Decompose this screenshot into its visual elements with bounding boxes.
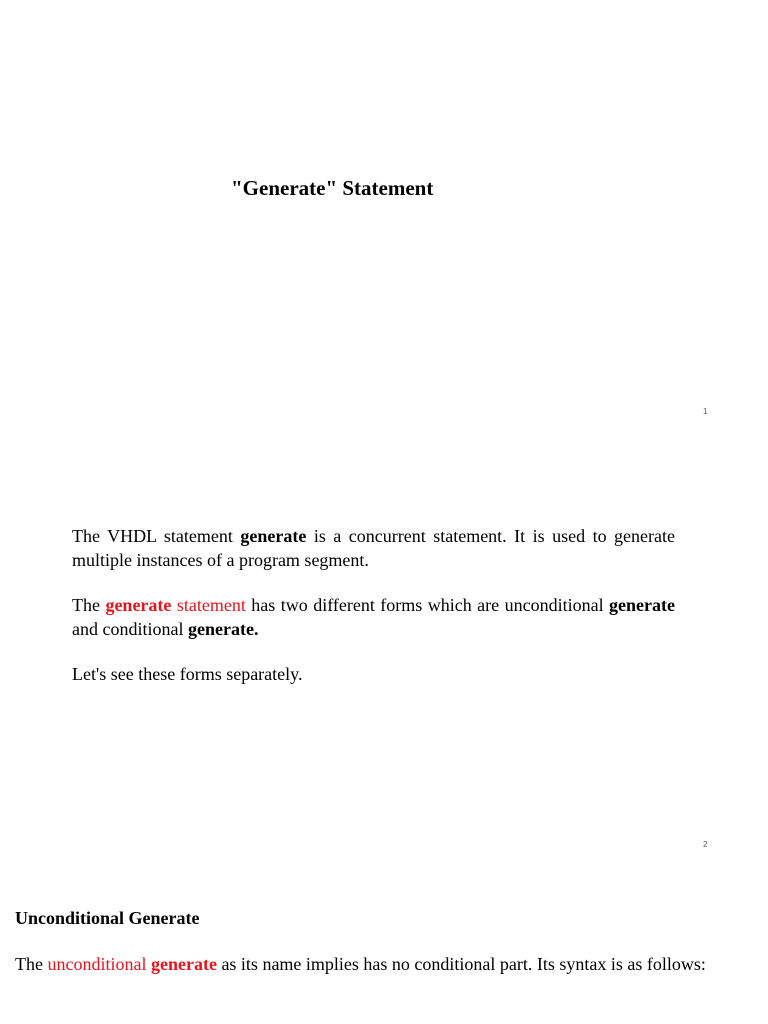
- highlight-unconditional: unconditional: [47, 953, 147, 974]
- keyword-generate: generate: [240, 526, 307, 546]
- slide-3-body: [15, 907, 719, 976]
- page-number: 2: [703, 840, 708, 849]
- keyword-generate: generate: [609, 595, 675, 615]
- slide-title: "Generate" Statement: [231, 176, 434, 200]
- closing-paragraph: Let's see these forms separately.: [72, 664, 303, 684]
- page-number: 1: [703, 407, 708, 416]
- highlight-generate: generate: [150, 953, 217, 974]
- intro-paragraph: The VHDL statement generate is a concurrent statement. It is used to generate multiple instances of a program segment.: [72, 526, 675, 570]
- slide-2-body: [72, 525, 675, 709]
- section-heading: Unconditional Generate: [15, 908, 200, 928]
- highlight-generate: generate: [105, 595, 172, 615]
- unconditional-paragraph: The unconditional generate as its name implies has no conditional part. Its syntax is as follows:: [15, 953, 706, 974]
- forms-paragraph: The generate statement has two different forms which are unconditional generate and conditional generate.: [72, 595, 675, 639]
- highlight-statement: statement: [171, 595, 246, 615]
- keyword-generate: generate.: [187, 618, 259, 639]
